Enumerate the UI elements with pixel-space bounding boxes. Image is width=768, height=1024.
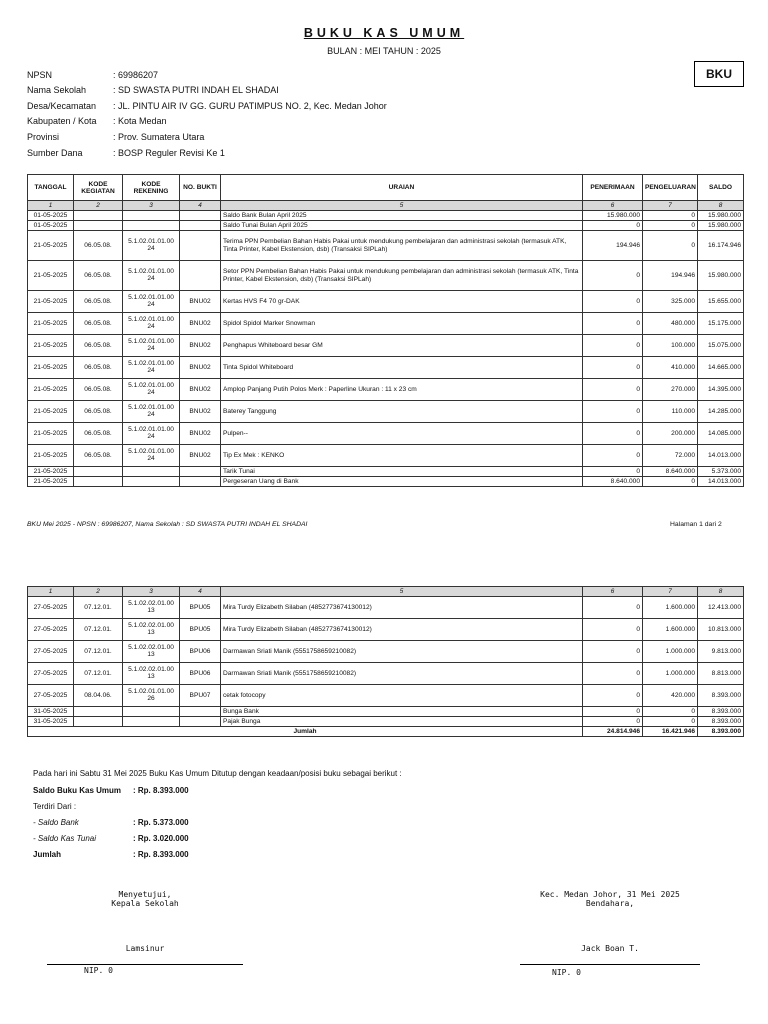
info-value: : Kota Medan bbox=[113, 116, 167, 126]
saldo-bku-value: : Rp. 8.393.000 bbox=[133, 786, 189, 795]
info-label: Sumber Dana bbox=[27, 148, 83, 158]
table-row bbox=[28, 335, 744, 357]
cell-kode-rekening: 5.1.02.01.01.00 24 bbox=[123, 357, 180, 379]
bendahara-nip: NIP. 0 bbox=[552, 968, 581, 977]
cell-saldo: 15.655.000 bbox=[698, 291, 744, 313]
cell-uraian: Saldo Bank Bulan April 2025 bbox=[221, 211, 583, 221]
cell-penerimaan: 0 bbox=[583, 685, 643, 707]
cell-kode-rekening: 5.1.02.01.01.00 24 bbox=[123, 291, 180, 313]
cell-pengeluaran: 1.600.000 bbox=[643, 597, 698, 619]
info-row-nama-sekolah bbox=[27, 85, 279, 95]
column-number: 3 bbox=[123, 201, 180, 211]
cell-penerimaan: 0 bbox=[583, 401, 643, 423]
cell-saldo: 14.395.000 bbox=[698, 379, 744, 401]
jumlah-value: : Rp. 8.393.000 bbox=[133, 850, 189, 859]
cell-kode-rekening: 5.1.02.01.01.00 24 bbox=[123, 423, 180, 445]
table-row bbox=[28, 211, 744, 221]
cell-penerimaan: 194.946 bbox=[583, 231, 643, 261]
table-row bbox=[28, 685, 744, 707]
cell-uraian: Tip Ex Mek : KENKO bbox=[221, 445, 583, 467]
cell-penerimaan: 0 bbox=[583, 313, 643, 335]
cell-no-bukti: BPU05 bbox=[180, 619, 221, 641]
column-number: 5 bbox=[221, 201, 583, 211]
cell-uraian: Pajak Bunga bbox=[221, 717, 583, 727]
cell-pengeluaran: 0 bbox=[643, 211, 698, 221]
table-row bbox=[28, 467, 744, 477]
total-pengeluaran: 16.421.946 bbox=[643, 727, 698, 737]
cell-tanggal: 21-05-2025 bbox=[28, 335, 74, 357]
cell-no-bukti: BNU02 bbox=[180, 357, 221, 379]
cell-kode-rekening: 5.1.02.01.01.00 24 bbox=[123, 335, 180, 357]
page-footer-left: BKU Mei 2025 - NPSN : 69986207, Nama Sekolah : SD SWASTA PUTRI INDAH EL SHADAI bbox=[27, 521, 308, 528]
place-date: Kec. Medan Johor, 31 Mei 2025 bbox=[540, 890, 680, 899]
left-signature-line bbox=[47, 964, 243, 965]
cell-kode-kegiatan bbox=[74, 211, 123, 221]
cell-tanggal: 21-05-2025 bbox=[28, 401, 74, 423]
cell-tanggal: 21-05-2025 bbox=[28, 445, 74, 467]
cell-penerimaan: 0 bbox=[583, 445, 643, 467]
cell-kode-kegiatan: 06.05.08. bbox=[74, 291, 123, 313]
bku-badge: BKU bbox=[694, 61, 744, 87]
cell-tanggal: 21-05-2025 bbox=[28, 291, 74, 313]
table-row bbox=[28, 313, 744, 335]
header-kode-rekening: KODE REKENING bbox=[123, 175, 180, 201]
cell-uraian: Pulpen-- bbox=[221, 423, 583, 445]
cell-saldo: 14.085.000 bbox=[698, 423, 744, 445]
cell-tanggal: 21-05-2025 bbox=[28, 423, 74, 445]
header-penerimaan: PENERIMAAN bbox=[583, 175, 643, 201]
cell-kode-kegiatan: 06.05.08. bbox=[74, 335, 123, 357]
cell-saldo: 8.393.000 bbox=[698, 707, 744, 717]
info-label: Kabupaten / Kota bbox=[27, 116, 97, 126]
cell-no-bukti: BPU06 bbox=[180, 663, 221, 685]
header-no-bukti: NO. BUKTI bbox=[180, 175, 221, 201]
cell-uraian: Darmawan Sriati Manik (5551758659210082) bbox=[221, 641, 583, 663]
cell-kode-kegiatan: 06.05.08. bbox=[74, 445, 123, 467]
saldo-bank-value: : Rp. 5.373.000 bbox=[133, 818, 189, 827]
cell-kode-kegiatan: 06.05.08. bbox=[74, 261, 123, 291]
cell-tanggal: 31-05-2025 bbox=[28, 707, 74, 717]
info-value: : 69986207 bbox=[113, 70, 159, 80]
cell-no-bukti bbox=[180, 211, 221, 221]
cell-uraian: Setor PPN Pembelian Bahan Habis Pakai untuk mendukung pembelajaran dan administrasi sekolah (termasuk ATK, Tinta Printer, Kabel Ekstension, dsb) (Transaksi SIPLah) bbox=[221, 261, 583, 291]
jumlah-row bbox=[33, 850, 189, 859]
closing-statement: Pada hari ini Sabtu 31 Mei 2025 Buku Kas Umum Ditutup dengan keadaan/posisi buku sebagai berikut : bbox=[33, 769, 402, 778]
table-row bbox=[28, 619, 744, 641]
cell-penerimaan: 0 bbox=[583, 467, 643, 477]
table-row bbox=[28, 401, 744, 423]
cell-pengeluaran: 420.000 bbox=[643, 685, 698, 707]
info-row-sumber-dana bbox=[27, 148, 225, 158]
cell-saldo: 15.175.000 bbox=[698, 313, 744, 335]
cell-no-bukti bbox=[180, 717, 221, 727]
cell-kode-kegiatan: 08.04.06. bbox=[74, 685, 123, 707]
cell-penerimaan: 0 bbox=[583, 619, 643, 641]
cell-tanggal: 27-05-2025 bbox=[28, 663, 74, 685]
total-row bbox=[28, 727, 744, 737]
cell-tanggal: 21-05-2025 bbox=[28, 477, 74, 487]
left-signature-title bbox=[80, 890, 210, 908]
cell-kode-kegiatan: 07.12.01. bbox=[74, 663, 123, 685]
cell-kode-rekening bbox=[123, 211, 180, 221]
ledger-table-page-2 bbox=[27, 586, 744, 737]
table-row bbox=[28, 597, 744, 619]
cell-kode-rekening: 5.1.02.02.01.00 13 bbox=[123, 619, 180, 641]
column-number: 6 bbox=[583, 201, 643, 211]
saldo-tunai-row bbox=[33, 834, 189, 843]
cell-kode-rekening: 5.1.02.02.01.00 13 bbox=[123, 663, 180, 685]
jumlah-label: Jumlah bbox=[33, 850, 62, 859]
right-signature-line bbox=[520, 964, 700, 965]
cell-pengeluaran: 8.640.000 bbox=[643, 467, 698, 477]
cell-pengeluaran: 1.600.000 bbox=[643, 619, 698, 641]
cell-tanggal: 01-05-2025 bbox=[28, 211, 74, 221]
column-number: 3 bbox=[123, 587, 180, 597]
header-uraian: URAIAN bbox=[221, 175, 583, 201]
approval-label: Menyetujui, bbox=[118, 890, 172, 899]
total-label: Jumlah bbox=[28, 727, 583, 737]
cell-penerimaan: 0 bbox=[583, 663, 643, 685]
cell-saldo: 14.285.000 bbox=[698, 401, 744, 423]
cell-kode-kegiatan: 07.12.01. bbox=[74, 597, 123, 619]
cell-no-bukti: BNU02 bbox=[180, 291, 221, 313]
cell-no-bukti: BNU02 bbox=[180, 313, 221, 335]
column-number: 8 bbox=[698, 201, 744, 211]
info-row-desa bbox=[27, 101, 387, 111]
header-kode-kegiatan: KODE KEGIATAN bbox=[74, 175, 123, 201]
cell-no-bukti: BNU02 bbox=[180, 379, 221, 401]
cell-uraian: Bunga Bank bbox=[221, 707, 583, 717]
cell-no-bukti: BNU02 bbox=[180, 445, 221, 467]
cell-pengeluaran: 72.000 bbox=[643, 445, 698, 467]
cell-kode-kegiatan bbox=[74, 221, 123, 231]
cell-saldo: 8.393.000 bbox=[698, 685, 744, 707]
cell-saldo: 15.980.000 bbox=[698, 221, 744, 231]
cell-pengeluaran: 0 bbox=[643, 477, 698, 487]
saldo-bank-row bbox=[33, 818, 189, 827]
cell-kode-kegiatan: 06.05.08. bbox=[74, 313, 123, 335]
cell-penerimaan: 15.980.000 bbox=[583, 211, 643, 221]
info-value: : Prov. Sumatera Utara bbox=[113, 132, 205, 142]
cell-uraian: Kertas HVS F4 70 gr-DAK bbox=[221, 291, 583, 313]
column-number: 2 bbox=[74, 201, 123, 211]
saldo-tunai-value: : Rp. 3.020.000 bbox=[133, 834, 189, 843]
column-number: 1 bbox=[28, 587, 74, 597]
cell-penerimaan: 0 bbox=[583, 597, 643, 619]
cell-uraian: Tinta Spidol Whiteboard bbox=[221, 357, 583, 379]
table-row bbox=[28, 477, 744, 487]
column-number: 4 bbox=[180, 201, 221, 211]
ledger-body-page-1 bbox=[28, 211, 744, 487]
header-saldo: SALDO bbox=[698, 175, 744, 201]
cell-uraian: Mira Turdy Elizabeth Silaban (4852773674130012) bbox=[221, 619, 583, 641]
cell-penerimaan: 0 bbox=[583, 261, 643, 291]
cell-penerimaan: 0 bbox=[583, 423, 643, 445]
cell-pengeluaran: 200.000 bbox=[643, 423, 698, 445]
cell-kode-kegiatan bbox=[74, 477, 123, 487]
cell-tanggal: 27-05-2025 bbox=[28, 597, 74, 619]
info-row-provinsi bbox=[27, 132, 204, 142]
cell-tanggal: 27-05-2025 bbox=[28, 685, 74, 707]
page-number: Halaman 1 dari 2 bbox=[670, 521, 722, 528]
cell-kode-rekening bbox=[123, 467, 180, 477]
info-row-npsn bbox=[27, 70, 158, 80]
cell-tanggal: 27-05-2025 bbox=[28, 641, 74, 663]
cell-tanggal: 21-05-2025 bbox=[28, 379, 74, 401]
info-label: Nama Sekolah bbox=[27, 85, 87, 95]
cell-uraian: Penghapus Whiteboard besar GM bbox=[221, 335, 583, 357]
info-value: : SD SWASTA PUTRI INDAH EL SHADAI bbox=[113, 85, 279, 95]
cell-kode-rekening: 5.1.02.01.01.00 24 bbox=[123, 231, 180, 261]
cell-uraian: Spidol Spidol Marker Snowman bbox=[221, 313, 583, 335]
cell-pengeluaran: 0 bbox=[643, 221, 698, 231]
column-number: 1 bbox=[28, 201, 74, 211]
header-tanggal: TANGGAL bbox=[28, 175, 74, 201]
table-row bbox=[28, 445, 744, 467]
cell-tanggal: 21-05-2025 bbox=[28, 261, 74, 291]
info-label: Provinsi bbox=[27, 132, 60, 142]
kepala-sekolah-nip: NIP. 0 bbox=[84, 966, 113, 975]
table-row bbox=[28, 707, 744, 717]
column-number-row bbox=[28, 587, 744, 597]
cell-tanggal: 27-05-2025 bbox=[28, 619, 74, 641]
cell-penerimaan: 0 bbox=[583, 221, 643, 231]
table-row bbox=[28, 423, 744, 445]
cell-saldo: 15.075.000 bbox=[698, 335, 744, 357]
cell-kode-rekening bbox=[123, 221, 180, 231]
cell-kode-kegiatan: 06.05.08. bbox=[74, 231, 123, 261]
cell-no-bukti: BPU06 bbox=[180, 641, 221, 663]
cell-pengeluaran: 110.000 bbox=[643, 401, 698, 423]
cell-kode-kegiatan bbox=[74, 717, 123, 727]
cell-pengeluaran: 0 bbox=[643, 717, 698, 727]
table-row bbox=[28, 717, 744, 727]
cell-no-bukti: BPU07 bbox=[180, 685, 221, 707]
cell-saldo: 9.813.000 bbox=[698, 641, 744, 663]
right-signature-title bbox=[520, 890, 700, 908]
terdiri-dari: Terdiri Dari : bbox=[33, 802, 77, 811]
cell-no-bukti bbox=[180, 477, 221, 487]
cell-tanggal: 01-05-2025 bbox=[28, 221, 74, 231]
cell-tanggal: 21-05-2025 bbox=[28, 357, 74, 379]
cell-no-bukti bbox=[180, 221, 221, 231]
info-label: NPSN bbox=[27, 70, 53, 80]
cell-tanggal: 21-05-2025 bbox=[28, 313, 74, 335]
table-row bbox=[28, 261, 744, 291]
cell-kode-rekening bbox=[123, 477, 180, 487]
cell-kode-kegiatan: 06.05.08. bbox=[74, 379, 123, 401]
cell-kode-kegiatan: 07.12.01. bbox=[74, 641, 123, 663]
cell-no-bukti bbox=[180, 467, 221, 477]
column-number-row bbox=[28, 201, 744, 211]
table-row bbox=[28, 357, 744, 379]
cell-saldo: 14.013.000 bbox=[698, 445, 744, 467]
cell-pengeluaran: 194.946 bbox=[643, 261, 698, 291]
saldo-bku-row bbox=[33, 786, 189, 795]
cell-no-bukti: BPU05 bbox=[180, 597, 221, 619]
ledger-body-page-2 bbox=[28, 597, 744, 727]
cell-saldo: 15.980.000 bbox=[698, 211, 744, 221]
header-pengeluaran: PENGELUARAN bbox=[643, 175, 698, 201]
document-period: BULAN : MEI TAHUN : 2025 bbox=[327, 46, 441, 56]
header-row bbox=[28, 175, 744, 201]
cell-uraian: Pergeseran Uang di Bank bbox=[221, 477, 583, 487]
column-number: 6 bbox=[583, 587, 643, 597]
saldo-bank-label: - Saldo Bank bbox=[33, 818, 79, 827]
cell-saldo: 15.980.000 bbox=[698, 261, 744, 291]
info-row-kabupaten bbox=[27, 116, 167, 126]
table-row bbox=[28, 231, 744, 261]
table-row bbox=[28, 291, 744, 313]
bendahara-name: Jack Boan T. bbox=[581, 944, 639, 953]
cell-kode-rekening: 5.1.02.01.01.00 24 bbox=[123, 261, 180, 291]
cell-pengeluaran: 100.000 bbox=[643, 335, 698, 357]
cell-kode-rekening: 5.1.02.01.01.00 24 bbox=[123, 401, 180, 423]
ledger-table-page-1 bbox=[27, 174, 744, 487]
cell-no-bukti: BNU02 bbox=[180, 335, 221, 357]
cell-no-bukti: BNU02 bbox=[180, 423, 221, 445]
cell-no-bukti bbox=[180, 707, 221, 717]
cell-saldo: 8.393.000 bbox=[698, 717, 744, 727]
column-number: 8 bbox=[698, 587, 744, 597]
cell-pengeluaran: 410.000 bbox=[643, 357, 698, 379]
cell-penerimaan: 0 bbox=[583, 707, 643, 717]
cell-tanggal: 31-05-2025 bbox=[28, 717, 74, 727]
cell-uraian: Tarik Tunai bbox=[221, 467, 583, 477]
column-number: 7 bbox=[643, 201, 698, 211]
cell-uraian: Darmawan Sriati Manik (5551758659210082) bbox=[221, 663, 583, 685]
column-number: 7 bbox=[643, 587, 698, 597]
table-row bbox=[28, 221, 744, 231]
table-row bbox=[28, 663, 744, 685]
cell-kode-rekening bbox=[123, 717, 180, 727]
saldo-tunai-label: - Saldo Kas Tunai bbox=[33, 834, 96, 843]
cell-kode-kegiatan: 06.05.08. bbox=[74, 423, 123, 445]
cell-uraian: Terima PPN Pembelian Bahan Habis Pakai untuk mendukung pembelajaran dan administrasi sekolah (termasuk ATK, Tinta Printer, Kabel Ekstension, dsb) (Transaksi SIPLah) bbox=[221, 231, 583, 261]
cell-kode-kegiatan bbox=[74, 707, 123, 717]
cell-saldo: 14.013.000 bbox=[698, 477, 744, 487]
cell-no-bukti bbox=[180, 261, 221, 291]
cell-kode-rekening bbox=[123, 707, 180, 717]
cell-saldo: 16.174.946 bbox=[698, 231, 744, 261]
cell-penerimaan: 0 bbox=[583, 357, 643, 379]
cell-pengeluaran: 0 bbox=[643, 707, 698, 717]
cell-penerimaan: 8.640.000 bbox=[583, 477, 643, 487]
table-row bbox=[28, 379, 744, 401]
kepala-sekolah-label: Kepala Sekolah bbox=[111, 899, 179, 908]
cell-no-bukti: BNU02 bbox=[180, 401, 221, 423]
cell-uraian: Mira Turdy Elizabeth Silaban (4852773674130012) bbox=[221, 597, 583, 619]
cell-kode-kegiatan: 06.05.08. bbox=[74, 357, 123, 379]
table-row bbox=[28, 641, 744, 663]
cell-kode-kegiatan: 06.05.08. bbox=[74, 401, 123, 423]
cell-penerimaan: 0 bbox=[583, 717, 643, 727]
cell-pengeluaran: 480.000 bbox=[643, 313, 698, 335]
cell-kode-rekening: 5.1.02.01.01.00 24 bbox=[123, 379, 180, 401]
info-value: : BOSP Reguler Revisi Ke 1 bbox=[113, 148, 225, 158]
column-number: 2 bbox=[74, 587, 123, 597]
cell-kode-rekening: 5.1.02.01.01.00 24 bbox=[123, 445, 180, 467]
cell-kode-rekening: 5.1.02.02.01.00 13 bbox=[123, 597, 180, 619]
cell-penerimaan: 0 bbox=[583, 335, 643, 357]
cell-pengeluaran: 325.000 bbox=[643, 291, 698, 313]
cell-uraian: Saldo Tunai Bulan April 2025 bbox=[221, 221, 583, 231]
cell-kode-rekening: 5.1.02.01.01.00 24 bbox=[123, 313, 180, 335]
cell-penerimaan: 0 bbox=[583, 379, 643, 401]
cell-saldo: 12.413.000 bbox=[698, 597, 744, 619]
document-title: BUKU KAS UMUM bbox=[303, 26, 465, 40]
cell-uraian: Baterey Tanggung bbox=[221, 401, 583, 423]
cell-pengeluaran: 270.000 bbox=[643, 379, 698, 401]
cell-saldo: 10.813.000 bbox=[698, 619, 744, 641]
saldo-bku-label: Saldo Buku Kas Umum bbox=[33, 786, 122, 795]
cell-uraian: Amplop Panjang Putih Polos Merk : Paperline Ukuran : 11 x 23 cm bbox=[221, 379, 583, 401]
cell-penerimaan: 0 bbox=[583, 291, 643, 313]
info-label: Desa/Kecamatan bbox=[27, 101, 97, 111]
bendahara-label: Bendahara, bbox=[585, 899, 635, 908]
cell-penerimaan: 0 bbox=[583, 641, 643, 663]
info-value: : JL. PINTU AIR IV GG. GURU PATIMPUS NO. 2, Kec. Medan Johor bbox=[113, 101, 387, 111]
column-number: 5 bbox=[221, 587, 583, 597]
kepala-sekolah-name: Lamsinur bbox=[125, 944, 165, 953]
column-number: 4 bbox=[180, 587, 221, 597]
cell-tanggal: 21-05-2025 bbox=[28, 231, 74, 261]
total-penerimaan: 24.814.946 bbox=[583, 727, 643, 737]
total-saldo: 8.393.000 bbox=[698, 727, 744, 737]
cell-kode-kegiatan bbox=[74, 467, 123, 477]
cell-tanggal: 21-05-2025 bbox=[28, 467, 74, 477]
cell-saldo: 14.665.000 bbox=[698, 357, 744, 379]
cell-kode-rekening: 5.1.02.01.01.00 26 bbox=[123, 685, 180, 707]
cell-pengeluaran: 1.000.000 bbox=[643, 663, 698, 685]
cell-saldo: 8.813.000 bbox=[698, 663, 744, 685]
cell-pengeluaran: 1.000.000 bbox=[643, 641, 698, 663]
cell-kode-rekening: 5.1.02.02.01.00 13 bbox=[123, 641, 180, 663]
cell-kode-kegiatan: 07.12.01. bbox=[74, 619, 123, 641]
cell-no-bukti bbox=[180, 231, 221, 261]
cell-uraian: cetak fotocopy bbox=[221, 685, 583, 707]
cell-pengeluaran: 0 bbox=[643, 231, 698, 261]
cell-saldo: 5.373.000 bbox=[698, 467, 744, 477]
